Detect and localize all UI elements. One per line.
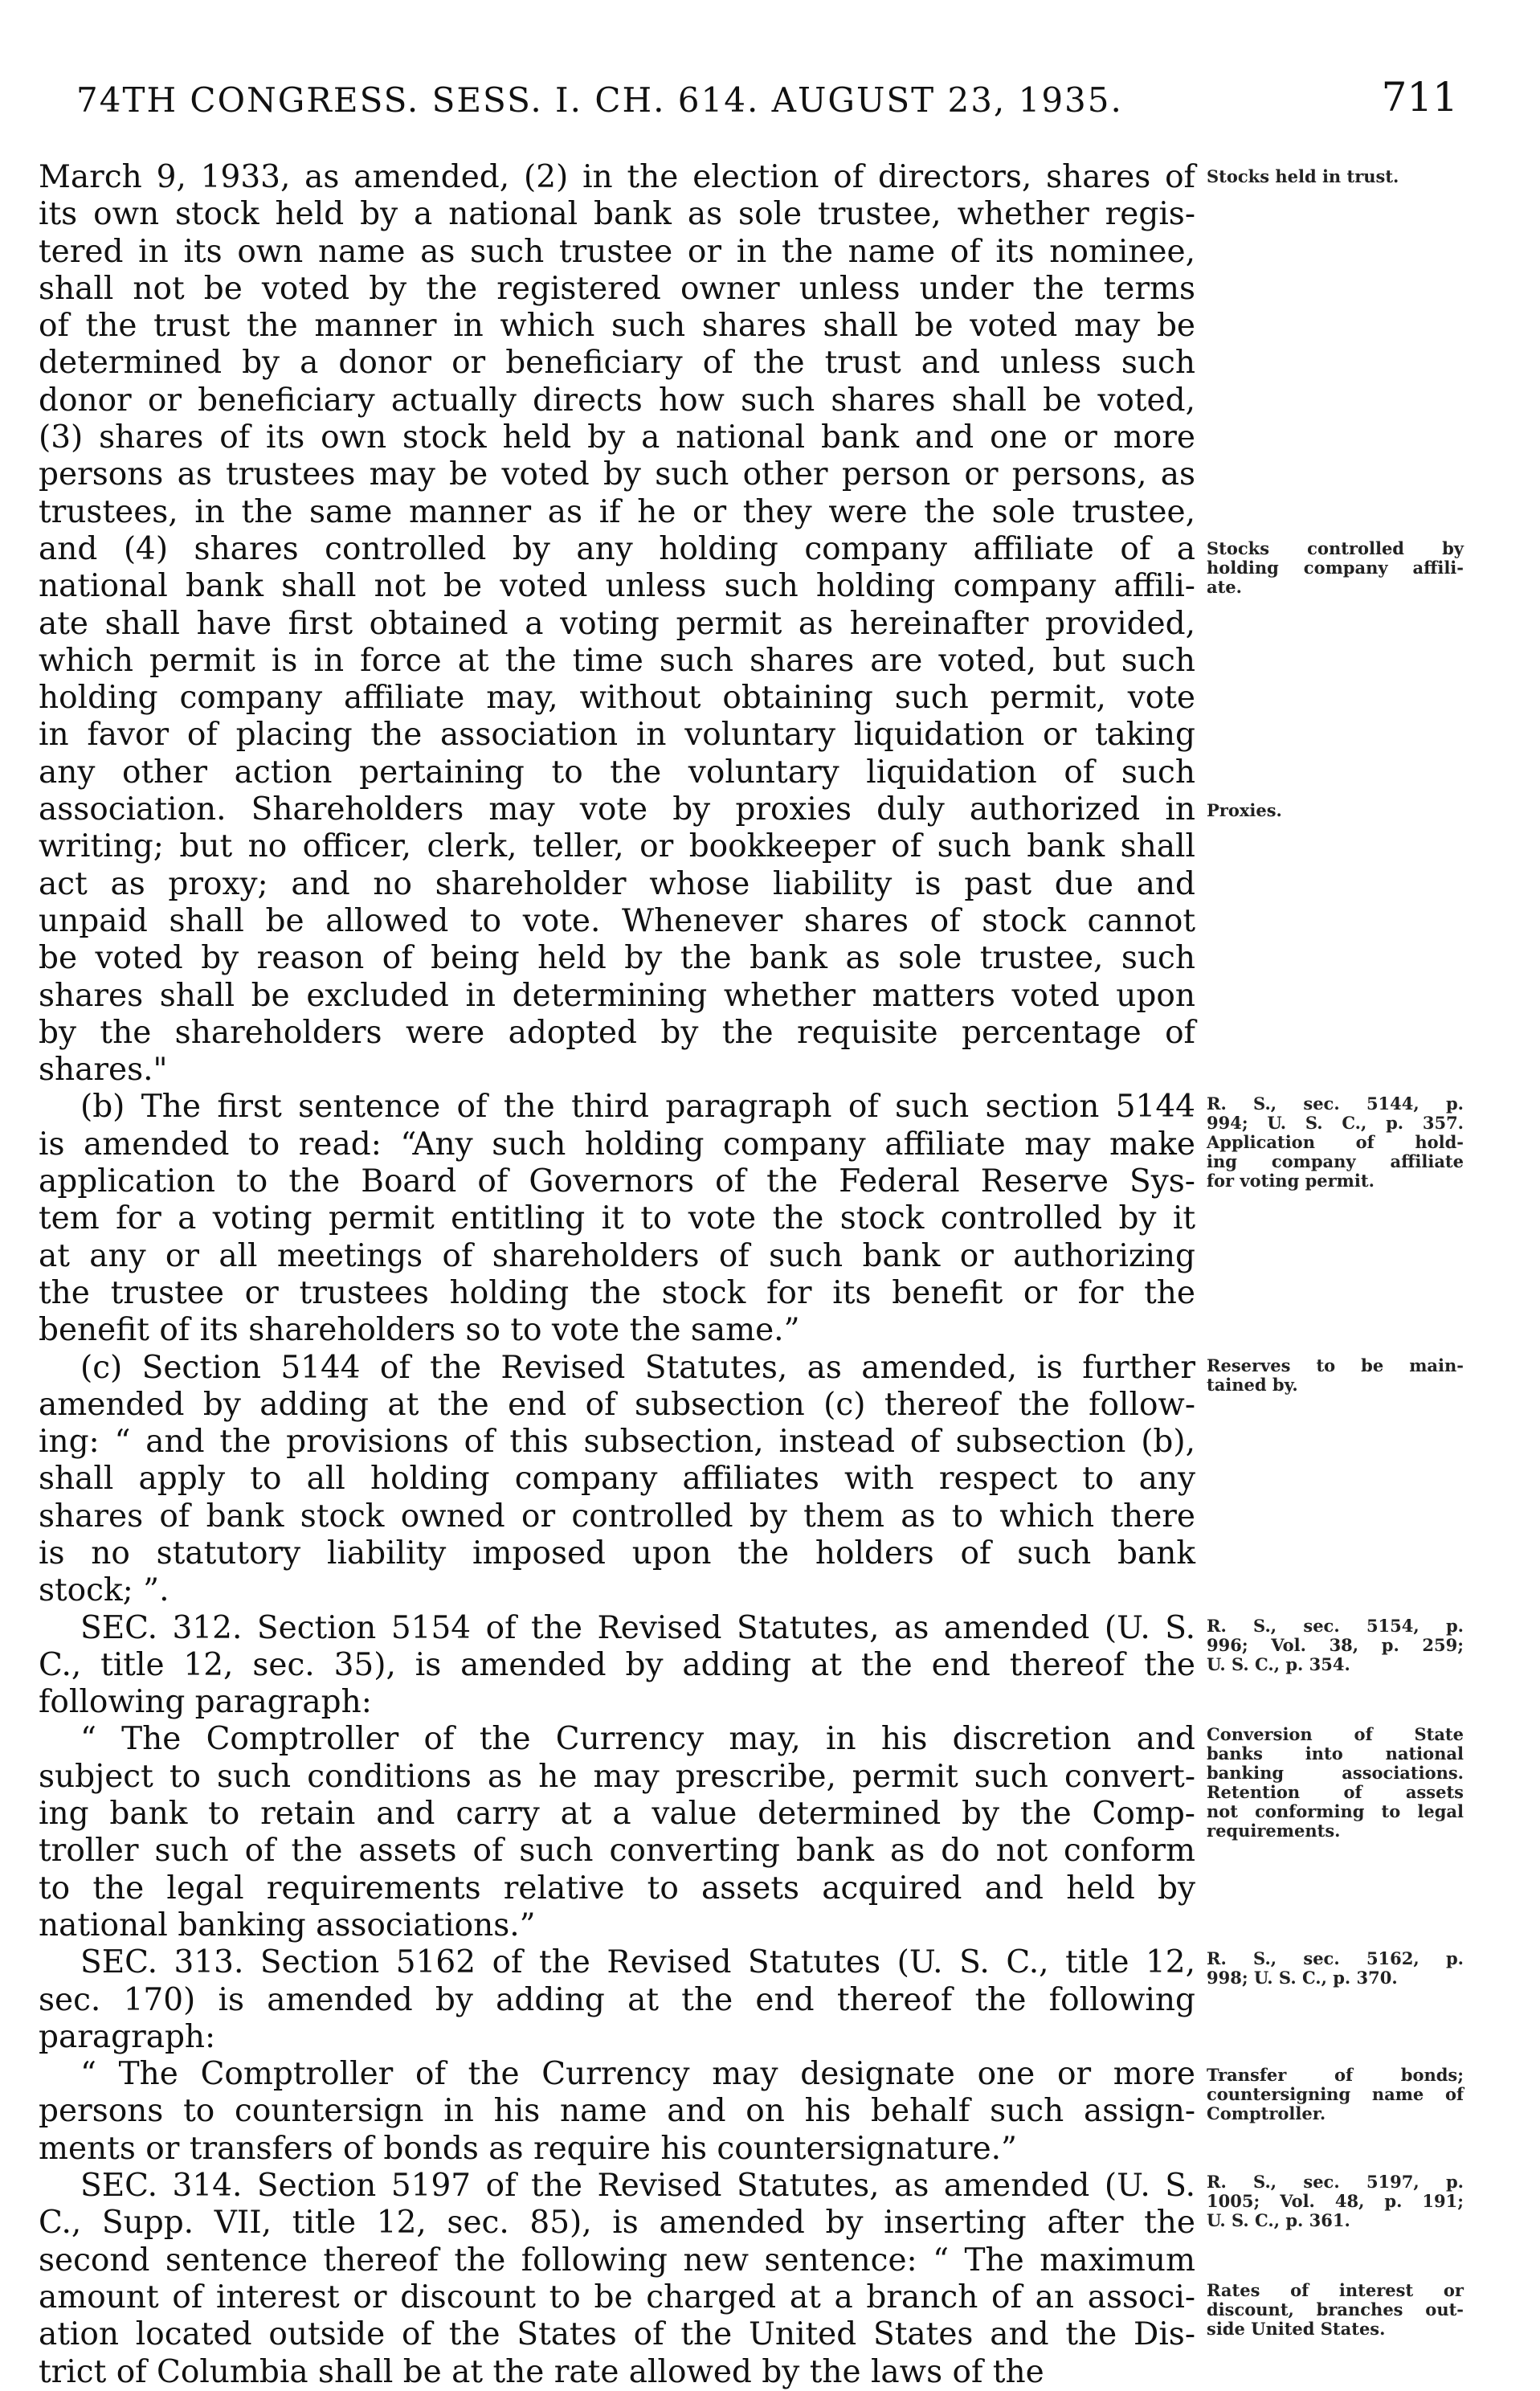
- running-title: 74TH CONGRESS. SESS. I. CH. 614. AUGUST 23, 1935.: [76, 80, 1123, 120]
- margin-note-line: Rates of interest or: [1207, 2280, 1464, 2301]
- text-line: C., title 12, sec. 35), is amended by adding at the end thereof the: [39, 1646, 1195, 1683]
- margin-note-line: 996; Vol. 38, p. 259;: [1207, 1634, 1464, 1655]
- margin-note-line: Conversion of State: [1207, 1723, 1464, 1744]
- margin-note-line: side United States.: [1207, 2319, 1386, 2340]
- margin-note-line: countersigning name of: [1207, 2084, 1464, 2105]
- text-line: association. Shareholders may vote by proxies duly authorized in: [39, 791, 1195, 828]
- text-line: by the shareholders were adopted by the requisite percentage of: [39, 1014, 1195, 1051]
- margin-note-line: R. S., sec. 5144, p.: [1207, 1093, 1464, 1114]
- margin-note-line: Proxies.: [1207, 800, 1282, 821]
- margin-note-line: Comptroller.: [1207, 2103, 1326, 2124]
- text-line: the trustee or trustees holding the stock for its benefit or for the: [39, 1274, 1195, 1311]
- running-header: [76, 74, 1458, 130]
- text-line: to the legal requirements relative to assets acquired and held by: [39, 1870, 1195, 1907]
- text-line: “ The Comptroller of the Currency may designate one or more: [80, 2056, 1195, 2093]
- margin-note-line: R. S., sec. 5162, p.: [1207, 1948, 1464, 1969]
- text-line: shares of bank stock owned or controlled by them as to which there: [39, 1498, 1195, 1535]
- margin-note: [1207, 2281, 1464, 2339]
- text-line: national banking associations.”: [39, 1907, 536, 1943]
- text-line: sec. 170) is amended by adding at the end thereof the following: [39, 1981, 1195, 2018]
- text-line: ments or transfers of bonds as require his countersignature.”: [39, 2130, 1017, 2167]
- text-line: ation located outside of the States of the United States and the Dis-: [39, 2316, 1195, 2353]
- margin-note-line: 998; U. S. C., p. 370.: [1207, 1968, 1398, 1988]
- text-line: any other action pertaining to the voluntary liquidation of such: [39, 754, 1195, 791]
- margin-note: [1207, 1725, 1464, 1841]
- text-line: shall apply to all holding company affiliates with respect to any: [39, 1461, 1195, 1498]
- text-line: ing bank to retain and carry at a value determined by the Comp-: [39, 1796, 1195, 1833]
- margin-note: [1207, 2172, 1464, 2230]
- text-line: (3) shares of its own stock held by a national bank and one or more: [39, 419, 1195, 456]
- text-line: second sentence thereof the following new sentence: “ The maximum: [39, 2242, 1195, 2279]
- margin-note: [1207, 167, 1464, 186]
- statute-text: [39, 159, 1195, 2391]
- text-line: be voted by reason of being held by the bank as sole trustee, such: [39, 940, 1195, 977]
- text-line: shares.": [39, 1052, 168, 1089]
- text-line: persons to countersign in his name and on his behalf such assign-: [39, 2093, 1195, 2130]
- text-line: persons as trustees may be voted by such other person or persons, as: [39, 456, 1195, 493]
- text-line: of the trust the manner in which such shares shall be voted may be: [39, 308, 1195, 345]
- margin-note-line: banks into national: [1207, 1743, 1464, 1764]
- text-line: donor or beneficiary actually directs how such shares shall be voted,: [39, 382, 1195, 419]
- text-line: determined by a donor or beneficiary of the trust and unless such: [39, 345, 1195, 382]
- text-line: application to the Board of Governors of the Federal Reserve Sys-: [39, 1163, 1195, 1200]
- margin-note: [1207, 539, 1464, 597]
- margin-note-line: Stocks held in trust.: [1207, 166, 1399, 186]
- text-line: March 9, 1933, as amended, (2) in the election of directors, shares of: [39, 159, 1195, 195]
- margin-note-line: Retention of assets: [1207, 1781, 1464, 1802]
- margin-note-line: tained by.: [1207, 1374, 1298, 1395]
- margin-note-line: 994; U. S. C., p. 357.: [1207, 1112, 1464, 1133]
- margin-note-line: Reserves to be main-: [1207, 1355, 1464, 1375]
- text-line: (c) Section 5144 of the Revised Statutes, as amended, is further: [80, 1349, 1195, 1386]
- text-line: tem for a voting permit entitling it to vote the stock controlled by it: [39, 1200, 1195, 1237]
- text-line: SEC. 312. Section 5154 of the Revised Statutes, as amended (U. S.: [80, 1609, 1195, 1646]
- margin-note-line: U. S. C., p. 354.: [1207, 1653, 1350, 1674]
- margin-note-line: 1005; Vol. 48, p. 191;: [1207, 2191, 1464, 2212]
- text-line: shall not be voted by the registered owner unless under the terms: [39, 270, 1195, 307]
- text-line: SEC. 314. Section 5197 of the Revised Statutes, as amended (U. S.: [80, 2168, 1195, 2205]
- text-line: its own stock held by a national bank as sole trustee, whether regis-: [39, 196, 1195, 233]
- text-line: act as proxy; and no shareholder whose liability is past due and: [39, 865, 1195, 902]
- margin-note-line: Stocks controlled by: [1207, 538, 1464, 558]
- text-line: SEC. 313. Section 5162 of the Revised Statutes (U. S. C., title 12,: [80, 1944, 1195, 1981]
- text-line: unpaid shall be allowed to vote. Whenever shares of stock cannot: [39, 902, 1195, 939]
- text-line: amended by adding at the end of subsection (c) thereof the follow-: [39, 1386, 1195, 1423]
- text-line: holding company affiliate may, without obtaining such permit, vote: [39, 680, 1195, 717]
- margin-note-line: Transfer of bonds;: [1207, 2065, 1464, 2086]
- margin-note-line: for voting permit.: [1207, 1170, 1375, 1191]
- margin-note: [1207, 2066, 1464, 2123]
- text-line: C., Supp. VII, title 12, sec. 85), is amended by inserting after the: [39, 2205, 1195, 2242]
- margin-note-line: requirements.: [1207, 1820, 1341, 1841]
- margin-note-line: U. S. C., p. 361.: [1207, 2210, 1350, 2231]
- text-line: and (4) shares controlled by any holding company affiliate of a: [39, 530, 1195, 567]
- text-line: in favor of placing the association in voluntary liquidation or taking: [39, 717, 1195, 754]
- margin-note-line: R. S., sec. 5197, p.: [1207, 2172, 1464, 2193]
- text-line: subject to such conditions as he may prescribe, permit such convert-: [39, 1758, 1195, 1795]
- text-line: national bank shall not be voted unless such holding company affili-: [39, 568, 1195, 605]
- margin-note: [1207, 1949, 1464, 1988]
- margin-note-line: banking associations.: [1207, 1762, 1464, 1783]
- margin-note-line: ing company affiliate: [1207, 1151, 1464, 1171]
- margin-note: [1207, 1616, 1464, 1674]
- text-line: at any or all meetings of shareholders of such bank or authorizing: [39, 1237, 1195, 1274]
- text-line: “ The Comptroller of the Currency may, in his discretion and: [80, 1721, 1195, 1758]
- margin-note: [1207, 1356, 1464, 1395]
- margin-note: [1207, 1094, 1464, 1191]
- text-line: writing; but no officer, clerk, teller, or bookkeeper of such bank shall: [39, 828, 1195, 865]
- text-line: (b) The first sentence of the third paragraph of such section 5144: [80, 1089, 1195, 1126]
- text-line: ate shall have first obtained a voting permit as hereinafter provided,: [39, 605, 1195, 642]
- text-line: ing: “ and the provisions of this subsection, instead of subsection (b),: [39, 1424, 1195, 1461]
- text-line: shares shall be excluded in determining whether matters voted upon: [39, 977, 1195, 1014]
- margin-note-line: Application of hold-: [1207, 1131, 1464, 1152]
- text-line: following paragraph:: [39, 1684, 372, 1721]
- margin-note-line: ate.: [1207, 577, 1242, 597]
- text-line: stock; ”.: [39, 1572, 170, 1609]
- text-line: paragraph:: [39, 2018, 216, 2055]
- text-line: tered in its own name as such trustee or in the name of its nominee,: [39, 233, 1195, 270]
- margin-note-line: R. S., sec. 5154, p.: [1207, 1615, 1464, 1636]
- margin-note-line: holding company affili-: [1207, 558, 1464, 578]
- text-line: benefit of its shareholders so to vote the same.”: [39, 1312, 800, 1349]
- text-line: which permit is in force at the time such shares are voted, but such: [39, 642, 1195, 679]
- text-line: is no statutory liability imposed upon the holders of such bank: [39, 1535, 1195, 1572]
- margin-note: [1207, 801, 1464, 820]
- text-line: is amended to read: “Any such holding company affiliate may make: [39, 1126, 1195, 1163]
- text-line: trustees, in the same manner as if he or they were the sole trustee,: [39, 493, 1195, 530]
- text-line: trict of Columbia shall be at the rate allowed by the laws of the: [39, 2353, 1044, 2390]
- margin-note-line: discount, branches out-: [1207, 2299, 1464, 2320]
- margin-note-line: not conforming to legal: [1207, 1800, 1464, 1821]
- page-number: 711: [1381, 74, 1458, 121]
- text-line: amount of interest or discount to be charged at a branch of an associ-: [39, 2279, 1195, 2315]
- text-line: troller such of the assets of such converting bank as do not conform: [39, 1833, 1195, 1870]
